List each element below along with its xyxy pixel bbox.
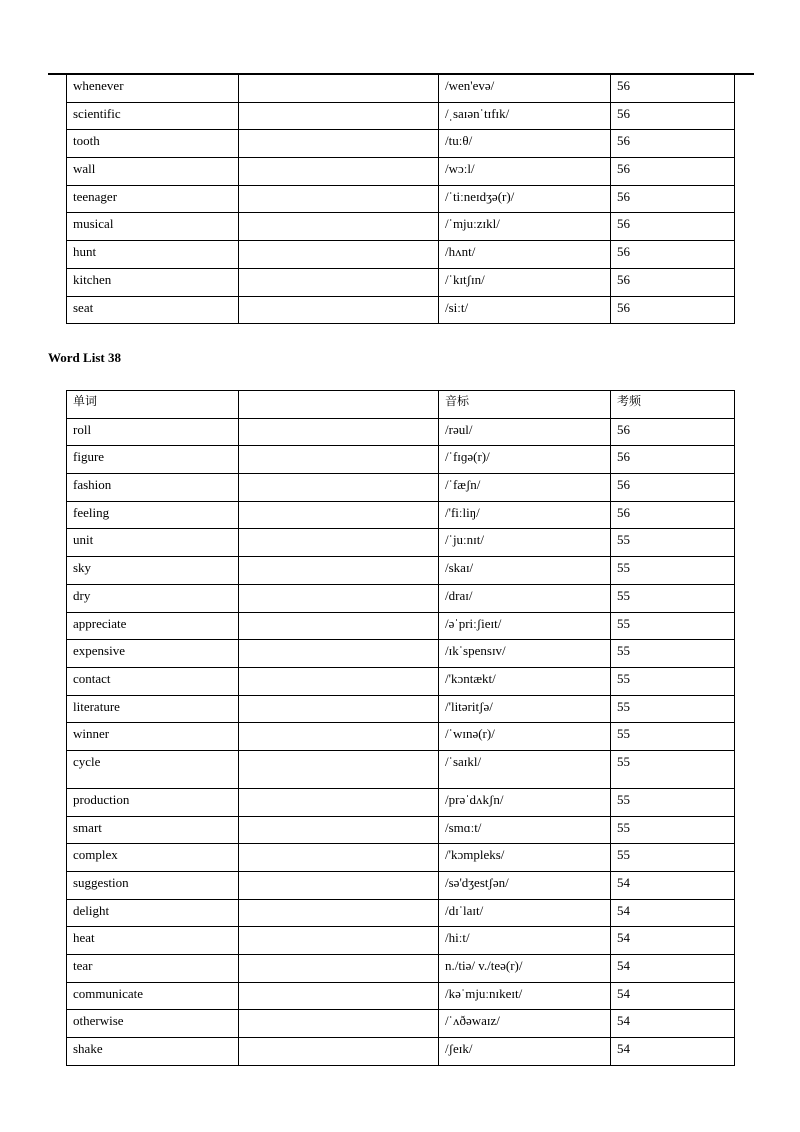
freq-cell: 55: [611, 640, 735, 668]
blank-cell: [239, 529, 439, 557]
freq-cell: 55: [611, 557, 735, 585]
freq-cell: 54: [611, 955, 735, 983]
word-cell: teenager: [67, 185, 239, 213]
freq-cell: 54: [611, 1038, 735, 1066]
blank-cell: [239, 788, 439, 816]
blank-cell: [239, 723, 439, 751]
freq-cell: 56: [611, 185, 735, 213]
freq-cell: 54: [611, 982, 735, 1010]
blank-cell: [239, 695, 439, 723]
freq-cell: 54: [611, 927, 735, 955]
ipa-cell: /ˈjuːnɪt/: [439, 529, 611, 557]
word-cell: roll: [67, 418, 239, 446]
blank-cell: [239, 213, 439, 241]
blank-cell: [239, 501, 439, 529]
word-list-38-table: [66, 390, 735, 1066]
ipa-cell: /ˈsaɪkl/: [439, 750, 611, 788]
blank-cell: [239, 584, 439, 612]
word-cell: communicate: [67, 982, 239, 1010]
freq-cell: 56: [611, 75, 735, 103]
word-cell: figure: [67, 446, 239, 474]
freq-cell: 54: [611, 899, 735, 927]
freq-cell: 55: [611, 667, 735, 695]
table-row: [67, 788, 735, 816]
freq-cell: 56: [611, 446, 735, 474]
table-row: [67, 501, 735, 529]
freq-cell: 56: [611, 268, 735, 296]
blank-cell: [239, 241, 439, 269]
blank-cell: [239, 955, 439, 983]
blank-cell: [239, 612, 439, 640]
ipa-cell: /hʌnt/: [439, 241, 611, 269]
freq-cell: 55: [611, 584, 735, 612]
blank-cell: [239, 557, 439, 585]
freq-cell: 55: [611, 816, 735, 844]
table-row: [67, 268, 735, 296]
table-row: [67, 213, 735, 241]
table-row: [67, 241, 735, 269]
word-cell: otherwise: [67, 1010, 239, 1038]
blank-cell: [239, 158, 439, 186]
word-cell: shake: [67, 1038, 239, 1066]
table-row: [67, 584, 735, 612]
ipa-cell: /skaɪ/: [439, 557, 611, 585]
freq-cell: 55: [611, 723, 735, 751]
header-freq: 考频: [611, 391, 735, 419]
ipa-cell: /draɪ/: [439, 584, 611, 612]
table-row: [67, 1038, 735, 1066]
table-row: [67, 667, 735, 695]
word-cell: hunt: [67, 241, 239, 269]
table-row: [67, 446, 735, 474]
table-row: [67, 474, 735, 502]
word-cell: unit: [67, 529, 239, 557]
ipa-cell: /siːt/: [439, 296, 611, 324]
ipa-cell: /ˈtiːneɪdʒə(r)/: [439, 185, 611, 213]
blank-cell: [239, 872, 439, 900]
word-cell: production: [67, 788, 239, 816]
word-cell: expensive: [67, 640, 239, 668]
header-blank: [239, 391, 439, 419]
ipa-cell: /ˈmjuːzɪkl/: [439, 213, 611, 241]
table-row: [67, 927, 735, 955]
word-cell: suggestion: [67, 872, 239, 900]
word-cell: smart: [67, 816, 239, 844]
blank-cell: [239, 982, 439, 1010]
ipa-cell: /kəˈmjuːnɪkeɪt/: [439, 982, 611, 1010]
word-cell: tooth: [67, 130, 239, 158]
word-cell: winner: [67, 723, 239, 751]
blank-cell: [239, 844, 439, 872]
blank-cell: [239, 667, 439, 695]
table-row: [67, 750, 735, 788]
table-row: [67, 1010, 735, 1038]
ipa-cell: /'litəritʃə/: [439, 695, 611, 723]
table-row: [67, 955, 735, 983]
blank-cell: [239, 130, 439, 158]
ipa-cell: /wɔːl/: [439, 158, 611, 186]
ipa-cell: /'kɔmpleks/: [439, 844, 611, 872]
table-row: [67, 158, 735, 186]
freq-cell: 56: [611, 158, 735, 186]
table-row: [67, 899, 735, 927]
ipa-cell: n./tiə/ v./teə(r)/: [439, 955, 611, 983]
word-cell: wall: [67, 158, 239, 186]
freq-cell: 56: [611, 474, 735, 502]
word-cell: musical: [67, 213, 239, 241]
word-cell: appreciate: [67, 612, 239, 640]
ipa-cell: /ɪkˈspensɪv/: [439, 640, 611, 668]
word-cell: literature: [67, 695, 239, 723]
header-word: 单词: [67, 391, 239, 419]
blank-cell: [239, 750, 439, 788]
ipa-cell: /ˈʌðəwaɪz/: [439, 1010, 611, 1038]
word-cell: feeling: [67, 501, 239, 529]
ipa-cell: /smɑːt/: [439, 816, 611, 844]
word-cell: complex: [67, 844, 239, 872]
table-row: [67, 102, 735, 130]
ipa-cell: /'kɔntækt/: [439, 667, 611, 695]
table-row: [67, 418, 735, 446]
word-cell: sky: [67, 557, 239, 585]
freq-cell: 56: [611, 213, 735, 241]
table-row: [67, 296, 735, 324]
table-row: [67, 529, 735, 557]
ipa-cell: /dɪˈlaɪt/: [439, 899, 611, 927]
table-row: [67, 130, 735, 158]
blank-cell: [239, 474, 439, 502]
freq-cell: 55: [611, 750, 735, 788]
freq-cell: 54: [611, 1010, 735, 1038]
continued-word-table-body: [67, 75, 735, 324]
word-cell: delight: [67, 899, 239, 927]
freq-cell: 55: [611, 612, 735, 640]
word-cell: kitchen: [67, 268, 239, 296]
freq-cell: 55: [611, 529, 735, 557]
ipa-cell: /ˈfæʃn/: [439, 474, 611, 502]
word-list-38-table-body: [67, 391, 735, 1066]
ipa-cell: /wen'evə/: [439, 75, 611, 103]
blank-cell: [239, 446, 439, 474]
blank-cell: [239, 1010, 439, 1038]
freq-cell: 56: [611, 501, 735, 529]
ipa-cell: /sə'dʒestʃən/: [439, 872, 611, 900]
blank-cell: [239, 296, 439, 324]
table-header-row: [67, 391, 735, 419]
word-cell: dry: [67, 584, 239, 612]
blank-cell: [239, 75, 439, 103]
table-row: [67, 185, 735, 213]
table-row: [67, 872, 735, 900]
word-cell: scientific: [67, 102, 239, 130]
ipa-cell: /ʃeɪk/: [439, 1038, 611, 1066]
blank-cell: [239, 102, 439, 130]
word-cell: fashion: [67, 474, 239, 502]
table-row: [67, 982, 735, 1010]
blank-cell: [239, 640, 439, 668]
ipa-cell: /ˈwɪnə(r)/: [439, 723, 611, 751]
table-row: [67, 612, 735, 640]
word-cell: heat: [67, 927, 239, 955]
freq-cell: 54: [611, 872, 735, 900]
section-title: Word List 38: [48, 350, 121, 365]
continued-word-table: [66, 74, 735, 324]
ipa-cell: /'fiːliŋ/: [439, 501, 611, 529]
table-row: [67, 723, 735, 751]
ipa-cell: /prəˈdʌkʃn/: [439, 788, 611, 816]
table-row: [67, 557, 735, 585]
blank-cell: [239, 418, 439, 446]
table-row: [67, 75, 735, 103]
freq-cell: 55: [611, 695, 735, 723]
blank-cell: [239, 899, 439, 927]
freq-cell: 56: [611, 296, 735, 324]
word-cell: cycle: [67, 750, 239, 788]
table-row: [67, 695, 735, 723]
ipa-cell: /əˈpriːʃieɪt/: [439, 612, 611, 640]
table-row: [67, 844, 735, 872]
word-cell: whenever: [67, 75, 239, 103]
blank-cell: [239, 927, 439, 955]
ipa-cell: /tuːθ/: [439, 130, 611, 158]
table-row: [67, 640, 735, 668]
blank-cell: [239, 1038, 439, 1066]
header-ipa: 音标: [439, 391, 611, 419]
freq-cell: 56: [611, 130, 735, 158]
freq-cell: 55: [611, 788, 735, 816]
ipa-cell: /ˌsaɪənˈtɪfɪk/: [439, 102, 611, 130]
blank-cell: [239, 268, 439, 296]
freq-cell: 56: [611, 241, 735, 269]
freq-cell: 56: [611, 102, 735, 130]
blank-cell: [239, 185, 439, 213]
ipa-cell: /hiːt/: [439, 927, 611, 955]
blank-cell: [239, 816, 439, 844]
freq-cell: 56: [611, 418, 735, 446]
ipa-cell: /rəul/: [439, 418, 611, 446]
freq-cell: 55: [611, 844, 735, 872]
word-cell: tear: [67, 955, 239, 983]
word-cell: seat: [67, 296, 239, 324]
table-row: [67, 816, 735, 844]
word-cell: contact: [67, 667, 239, 695]
ipa-cell: /ˈfɪɡə(r)/: [439, 446, 611, 474]
ipa-cell: /ˈkɪtʃɪn/: [439, 268, 611, 296]
